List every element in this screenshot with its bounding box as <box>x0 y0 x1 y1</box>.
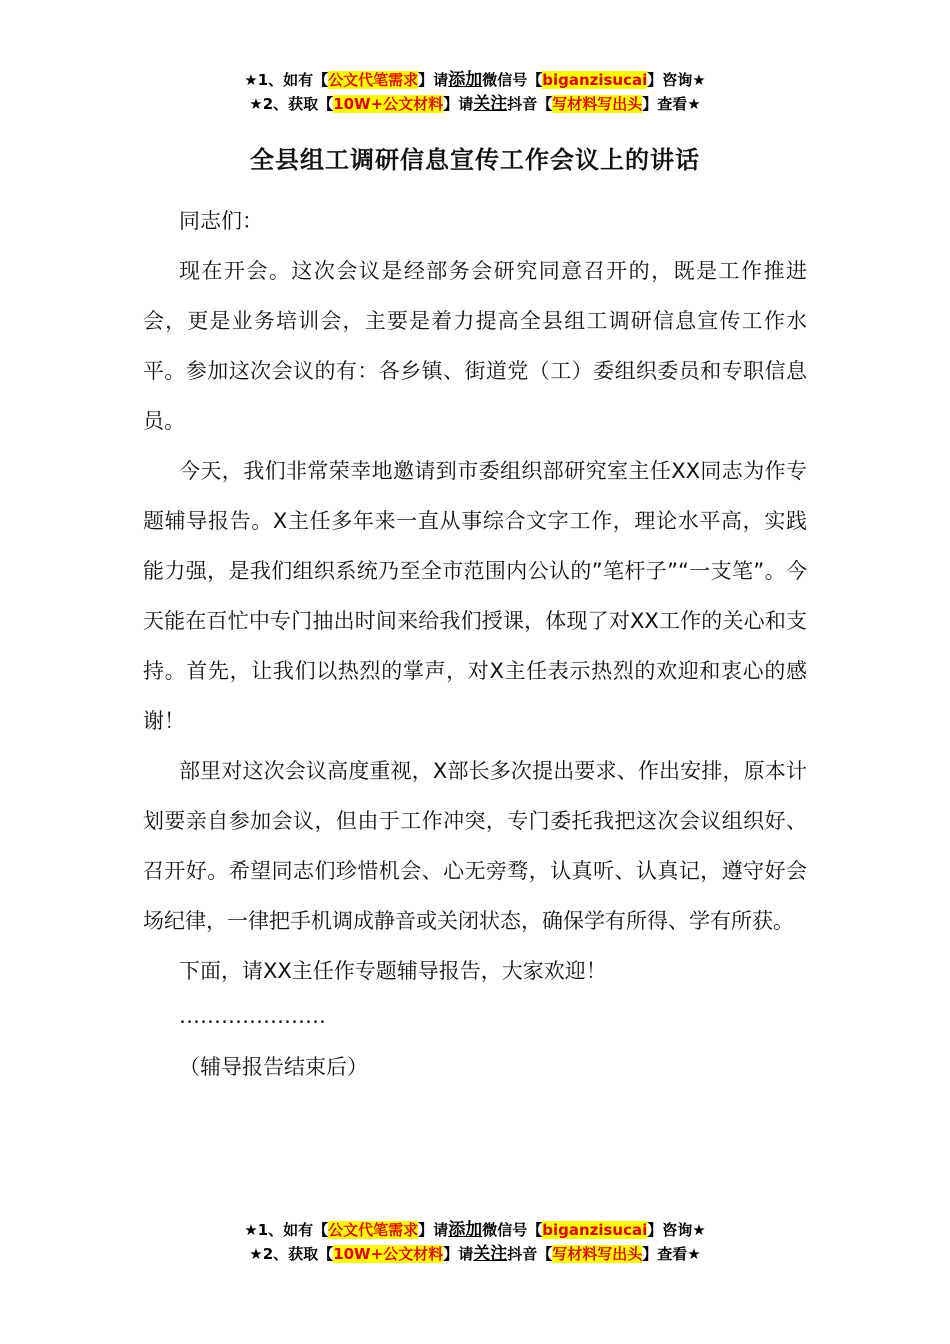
paragraph: 下面，请XX主任作专题辅导报告，大家欢迎！ <box>179 959 607 983</box>
header-banner <box>0 68 950 116</box>
banner-text: 微信号【 <box>482 1221 543 1239</box>
banner-text: ★1、如有【 <box>244 71 329 89</box>
document-body <box>143 196 807 1092</box>
banner-text: ★1、如有【 <box>244 1221 329 1239</box>
banner-text: 】请 <box>418 1221 449 1239</box>
banner-douyin-id: 写材料写出头 <box>552 95 643 113</box>
paragraph: 现在开会。这次会议是经部务会研究同意召开的，既是工作推进会，更是业务培训会，主要是着力提高全县组工调研信息宣传工作水平。参加这次会议的有：各乡镇、街道党（工）委组织委员和专职信息员。 <box>143 259 807 433</box>
ellipsis-line: ………………… <box>179 1004 326 1028</box>
paragraph: 今天，我们非常荣幸地邀请到市委组织部研究室主任XX同志为作专题辅导报告。X主任多年来一直从事综合文字工作，理论水平高，实践能力强，是我们组织系统乃至全市范围内公认的”笔杆子”“一支笔”。今天能在百忙中专门抽出时间来给我们授课，体现了对XX工作的关心和支持。首先，让我们以热烈的掌声，对X主任表示热烈的欢迎和衷心的感谢！ <box>143 459 807 733</box>
banner-emphasis: 关注 <box>473 1244 508 1264</box>
banner-wechat-id: biganzisucai <box>542 71 648 89</box>
banner-highlight: 10W+公文材料 <box>333 1245 444 1263</box>
banner-emphasis: 添加 <box>448 70 483 90</box>
banner-text: 抖音【 <box>507 95 553 113</box>
banner-text: 抖音【 <box>507 1245 553 1263</box>
banner-text: 】咨询★ <box>647 71 706 89</box>
stage-note: （辅导报告结束后） <box>179 1055 368 1079</box>
banner-emphasis: 添加 <box>448 1220 483 1240</box>
banner-highlight: 公文代笔需求 <box>328 71 419 89</box>
banner-text: 】请 <box>443 95 474 113</box>
banner-line-2 <box>0 1242 950 1266</box>
banner-text: 】请 <box>443 1245 474 1263</box>
banner-line-1 <box>0 1218 950 1242</box>
banner-line-1 <box>0 68 950 92</box>
footer-banner <box>0 1218 950 1266</box>
banner-highlight: 10W+公文材料 <box>333 95 444 113</box>
paragraph: 部里对这次会议高度重视，X部长多次提出要求、作出安排，原本计划要亲自参加会议，但由于工作冲突，专门委托我把这次会议组织好、召开好。希望同志们珍惜机会、心无旁骛，认真听、认真记，遵守好会场纪律，一律把手机调成静音或关闭状态，确保学有所得、学有所获。 <box>143 759 807 933</box>
banner-text: 】请 <box>418 71 449 89</box>
document-title: 全县组工调研信息宣传工作会议上的讲话 <box>250 146 700 174</box>
salutation: 同志们： <box>179 209 263 233</box>
banner-text: ★2、获取【 <box>249 95 334 113</box>
banner-highlight: 公文代笔需求 <box>328 1221 419 1239</box>
banner-text: 】查看★ <box>642 1245 701 1263</box>
banner-text: 】查看★ <box>642 95 701 113</box>
banner-wechat-id: biganzisucai <box>542 1221 648 1239</box>
banner-emphasis: 关注 <box>473 94 508 114</box>
banner-douyin-id: 写材料写出头 <box>552 1245 643 1263</box>
banner-line-2 <box>0 92 950 116</box>
banner-text: 】咨询★ <box>647 1221 706 1239</box>
banner-text: ★2、获取【 <box>249 1245 334 1263</box>
banner-text: 微信号【 <box>482 71 543 89</box>
